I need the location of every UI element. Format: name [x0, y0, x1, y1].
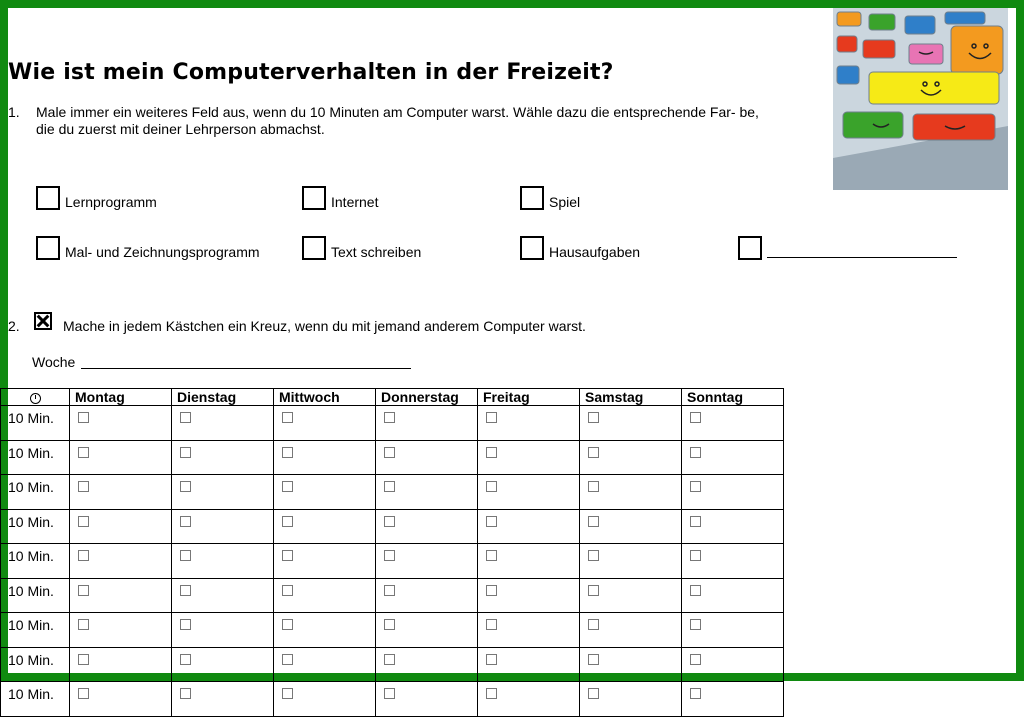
question-2-number: 2.: [8, 318, 20, 334]
x-checkbox-icon: [34, 312, 52, 330]
table-cell: [478, 509, 580, 544]
question-1-text: Male immer ein weiteres Feld aus, wenn du 10 Minuten am Computer warst. Wähle dazu die entsprechende Far- be, die du zuerst mit deiner Lehrperson abmachst.: [36, 104, 759, 137]
table-cell: [274, 682, 376, 717]
cell-checkbox[interactable]: [588, 550, 599, 561]
table-cell: [172, 578, 274, 613]
day-header: Montag: [70, 389, 172, 406]
cell-checkbox[interactable]: [690, 688, 701, 699]
option-mal-und-zeichnungsprogramm[interactable]: [36, 236, 260, 260]
clock-icon: [30, 393, 41, 404]
cell-checkbox[interactable]: [384, 550, 395, 561]
option-spiel[interactable]: [520, 186, 580, 210]
cell-checkbox[interactable]: [180, 481, 191, 492]
table-cell: [172, 544, 274, 579]
table-row: [1, 440, 784, 475]
table-cell: [172, 475, 274, 510]
option-checkbox[interactable]: [302, 236, 326, 260]
tracking-table: [0, 388, 784, 717]
option-label: Internet: [331, 194, 379, 210]
cell-checkbox[interactable]: [588, 447, 599, 458]
table-cell: [580, 406, 682, 441]
cell-checkbox[interactable]: [486, 447, 497, 458]
keyboard-smiley-illustration: [833, 8, 1008, 190]
table-cell: [478, 406, 580, 441]
table-row: [1, 406, 784, 441]
table-cell: [478, 578, 580, 613]
cell-checkbox[interactable]: [282, 619, 293, 630]
table-cell: [478, 475, 580, 510]
table-row: [1, 647, 784, 682]
cell-checkbox[interactable]: [78, 481, 89, 492]
cell-checkbox[interactable]: [588, 412, 599, 423]
option-label: Text schreiben: [331, 244, 422, 260]
cell-checkbox[interactable]: [486, 481, 497, 492]
option-lernprogramm[interactable]: [36, 186, 157, 210]
cell-checkbox[interactable]: [78, 585, 89, 596]
cell-checkbox[interactable]: [588, 516, 599, 527]
option-label: Hausaufgaben: [549, 244, 641, 260]
table-cell: [172, 613, 274, 648]
table-cell: [580, 682, 682, 717]
cell-checkbox[interactable]: [486, 516, 497, 527]
table-cell: [70, 578, 172, 613]
table-cell: [682, 613, 784, 648]
table-cell: [478, 440, 580, 475]
cell-checkbox[interactable]: [180, 585, 191, 596]
table-cell: [172, 406, 274, 441]
option-internet[interactable]: [302, 186, 378, 210]
table-cell: [682, 682, 784, 717]
table-cell: [70, 682, 172, 717]
cell-checkbox[interactable]: [384, 447, 395, 458]
table-cell: [70, 406, 172, 441]
cell-checkbox[interactable]: [384, 481, 395, 492]
table-cell: [172, 509, 274, 544]
table-cell: [682, 406, 784, 441]
question-1-number: 1.: [8, 104, 20, 120]
table-cell: [376, 647, 478, 682]
cell-checkbox[interactable]: [588, 688, 599, 699]
cell-checkbox[interactable]: [384, 619, 395, 630]
cell-checkbox[interactable]: [282, 585, 293, 596]
cell-checkbox[interactable]: [486, 550, 497, 561]
cell-checkbox[interactable]: [78, 550, 89, 561]
table-cell: [682, 578, 784, 613]
table-cell: [376, 509, 478, 544]
option-hausaufgaben[interactable]: [520, 236, 640, 260]
day-header: Mittwoch: [274, 389, 376, 406]
cell-checkbox[interactable]: [690, 447, 701, 458]
table-cell: [580, 509, 682, 544]
question-2-text: Mache in jedem Kästchen ein Kreuz, wenn du mit jemand anderem Computer warst.: [63, 318, 586, 334]
day-header: Donnerstag: [376, 389, 478, 406]
table-cell: [376, 440, 478, 475]
table-cell: [274, 440, 376, 475]
row-label: 10 Min.: [1, 509, 70, 544]
option-checkbox[interactable]: [36, 186, 60, 210]
day-header: Dienstag: [172, 389, 274, 406]
table-cell: [172, 440, 274, 475]
clock-header-cell: [1, 389, 70, 406]
table-row: [1, 682, 784, 717]
cell-checkbox[interactable]: [384, 412, 395, 423]
page-title: Wie ist mein Computerverhalten in der Freizeit?: [8, 60, 614, 85]
table-cell: [274, 613, 376, 648]
table-cell: [376, 475, 478, 510]
cell-checkbox[interactable]: [78, 654, 89, 665]
cell-checkbox[interactable]: [486, 619, 497, 630]
option-label: Spiel: [549, 194, 581, 210]
cell-checkbox[interactable]: [690, 585, 701, 596]
table-cell: [580, 647, 682, 682]
cell-checkbox[interactable]: [690, 654, 701, 665]
option-text-schreiben[interactable]: [302, 236, 421, 260]
cell-checkbox[interactable]: [588, 585, 599, 596]
cell-checkbox[interactable]: [180, 654, 191, 665]
table-cell: [274, 509, 376, 544]
table-cell: [580, 613, 682, 648]
cell-checkbox[interactable]: [384, 654, 395, 665]
table-row: [1, 578, 784, 613]
table-cell: [580, 440, 682, 475]
table-cell: [376, 544, 478, 579]
table-cell: [376, 613, 478, 648]
table-cell: [376, 682, 478, 717]
cell-checkbox[interactable]: [588, 619, 599, 630]
cell-checkbox[interactable]: [690, 481, 701, 492]
week-field[interactable]: [32, 354, 411, 370]
week-label: Woche: [32, 354, 76, 370]
table-cell: [274, 647, 376, 682]
cell-checkbox[interactable]: [282, 688, 293, 699]
table-row: [1, 544, 784, 579]
table-cell: [376, 578, 478, 613]
cell-checkbox[interactable]: [690, 619, 701, 630]
row-label: 10 Min.: [1, 647, 70, 682]
option-label: Lernprogramm: [65, 194, 157, 210]
cell-checkbox[interactable]: [588, 481, 599, 492]
table-cell: [682, 647, 784, 682]
table-cell: [70, 544, 172, 579]
row-label: 10 Min.: [1, 406, 70, 441]
row-label: 10 Min.: [1, 578, 70, 613]
row-label: 10 Min.: [1, 544, 70, 579]
day-header: Freitag: [478, 389, 580, 406]
option-checkbox[interactable]: [520, 186, 544, 210]
cell-checkbox[interactable]: [690, 412, 701, 423]
table-cell: [682, 509, 784, 544]
cell-checkbox[interactable]: [690, 516, 701, 527]
cell-checkbox[interactable]: [282, 550, 293, 561]
row-label: 10 Min.: [1, 682, 70, 717]
table-cell: [580, 475, 682, 510]
table-cell: [478, 613, 580, 648]
option-checkbox[interactable]: [36, 236, 60, 260]
cell-checkbox[interactable]: [690, 550, 701, 561]
cell-checkbox[interactable]: [282, 516, 293, 527]
table-row: [1, 613, 784, 648]
table-cell: [172, 647, 274, 682]
row-label: 10 Min.: [1, 613, 70, 648]
table-cell: [274, 475, 376, 510]
table-cell: [172, 682, 274, 717]
table-cell: [682, 544, 784, 579]
cell-checkbox[interactable]: [486, 688, 497, 699]
cell-checkbox[interactable]: [180, 516, 191, 527]
option-checkbox[interactable]: [738, 236, 762, 260]
table-cell: [274, 578, 376, 613]
cell-checkbox[interactable]: [282, 481, 293, 492]
table-cell: [682, 440, 784, 475]
custom-option-blank-line[interactable]: [767, 256, 957, 258]
table-cell: [70, 647, 172, 682]
table-cell: [580, 578, 682, 613]
table-cell: [682, 475, 784, 510]
cell-checkbox[interactable]: [282, 412, 293, 423]
cell-checkbox[interactable]: [180, 688, 191, 699]
table-cell: [478, 647, 580, 682]
day-header: Sonntag: [682, 389, 784, 406]
row-label: 10 Min.: [1, 475, 70, 510]
table-header-row: [1, 389, 784, 406]
table-cell: [70, 613, 172, 648]
cell-checkbox[interactable]: [78, 447, 89, 458]
cell-checkbox[interactable]: [180, 412, 191, 423]
cell-checkbox[interactable]: [78, 412, 89, 423]
option-custom[interactable]: [738, 236, 957, 260]
table-row: [1, 509, 784, 544]
table-cell: [478, 682, 580, 717]
cell-checkbox[interactable]: [588, 654, 599, 665]
table-row: [1, 475, 784, 510]
week-blank-line[interactable]: [81, 368, 411, 369]
cell-checkbox[interactable]: [78, 688, 89, 699]
table-cell: [274, 544, 376, 579]
cell-checkbox[interactable]: [180, 550, 191, 561]
cell-checkbox[interactable]: [180, 447, 191, 458]
table-cell: [70, 509, 172, 544]
cell-checkbox[interactable]: [384, 585, 395, 596]
table-cell: [580, 544, 682, 579]
cell-checkbox[interactable]: [486, 654, 497, 665]
table-cell: [274, 406, 376, 441]
table-cell: [70, 440, 172, 475]
row-label: 10 Min.: [1, 440, 70, 475]
cell-checkbox[interactable]: [78, 516, 89, 527]
option-checkbox[interactable]: [302, 186, 326, 210]
cell-checkbox[interactable]: [180, 619, 191, 630]
cell-checkbox[interactable]: [384, 516, 395, 527]
table-cell: [478, 544, 580, 579]
table-cell: [376, 406, 478, 441]
cell-checkbox[interactable]: [282, 447, 293, 458]
table-cell: [70, 475, 172, 510]
cell-checkbox[interactable]: [486, 585, 497, 596]
day-header: Samstag: [580, 389, 682, 406]
option-checkbox[interactable]: [520, 236, 544, 260]
cell-checkbox[interactable]: [282, 654, 293, 665]
option-label: Mal- und Zeichnungsprogramm: [65, 244, 260, 260]
cell-checkbox[interactable]: [486, 412, 497, 423]
cell-checkbox[interactable]: [384, 688, 395, 699]
cell-checkbox[interactable]: [78, 619, 89, 630]
